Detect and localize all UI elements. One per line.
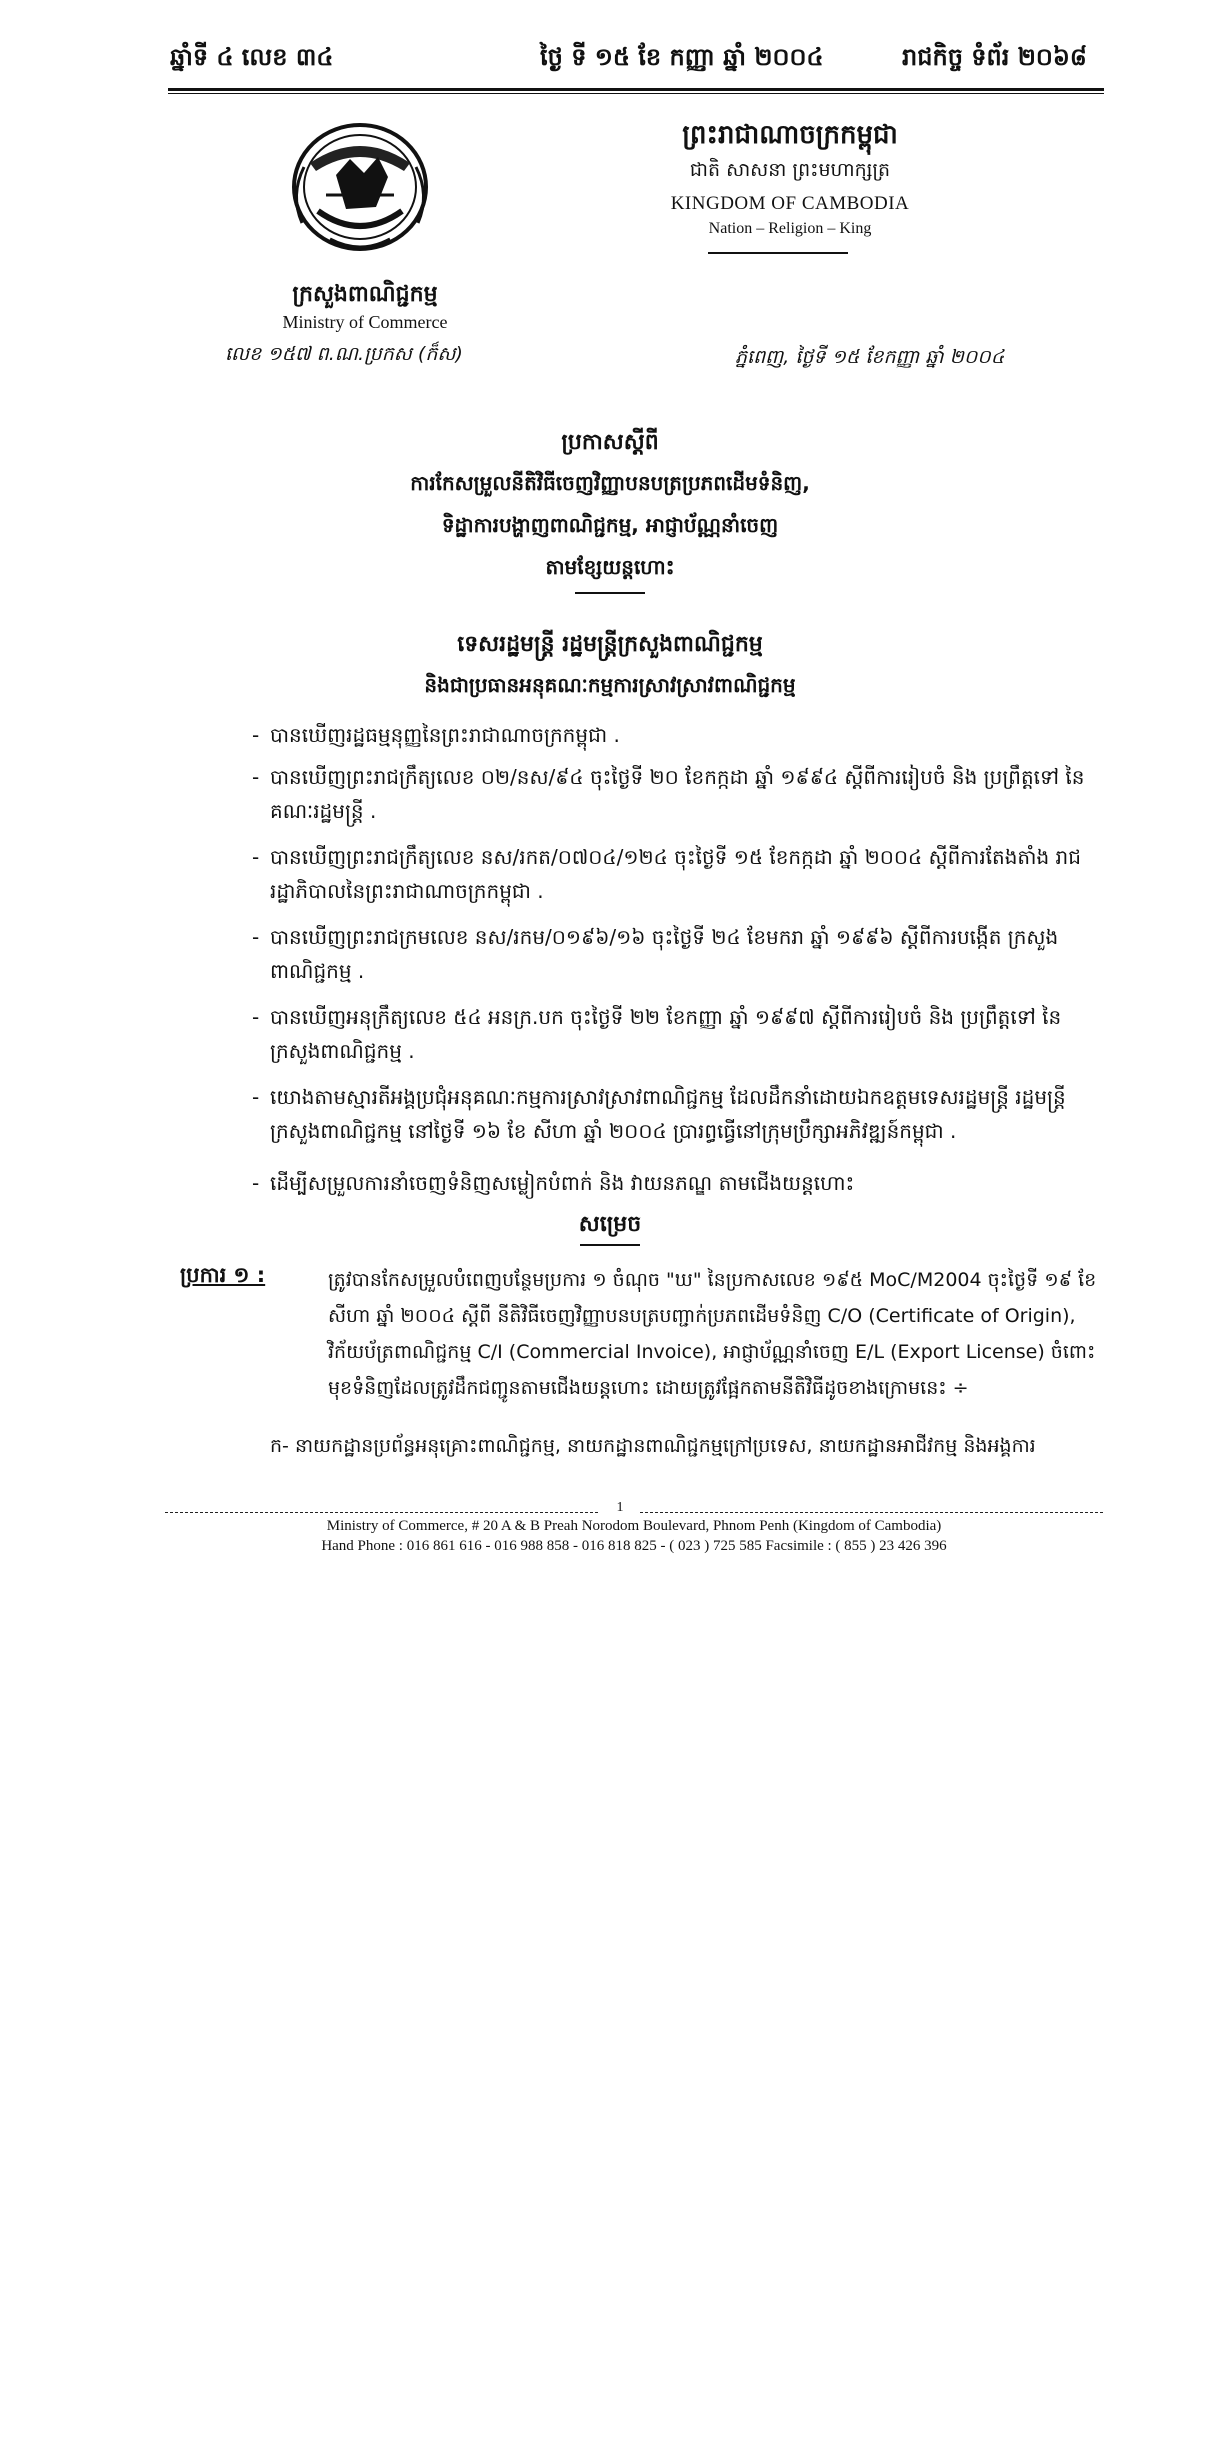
- preamble-item: - បានឃើញអនុក្រឹត្យលេខ ៥៤ អនក្រ.បក ចុះថ្ងៃទី ២២ ខែកញ្ញា ឆ្នាំ ១៩៩៧ ស្តីពីការរៀបចំ និង ប្រព្រឹត្តទៅ នៃក្រសួងពាណិជ្ជកម្ម .: [252, 1005, 1062, 1063]
- article-subitem: ក- នាយកដ្ឋានប្រព័ន្ធអនុគ្រោះពាណិជ្ជកម្ម, នាយកដ្ឋានពាណិជ្ជកម្មក្រៅប្រទេស, នាយកដ្ឋានអាជីវកម្ម និងអង្គការ: [270, 1435, 1036, 1457]
- title-line-1: ប្រកាសស្តីពី: [561, 430, 659, 455]
- page-number: 1: [600, 1500, 640, 1516]
- minister-subtitle: និងជាប្រធានអនុគណៈកម្មការស្រាវស្រាវពាណិជ្ជកម្ម: [424, 673, 796, 697]
- header-rule-thin: [168, 93, 1104, 94]
- kingdom-khmer: ព្រះរាជាណាចក្រកម្ពុជា: [682, 120, 898, 150]
- header-rule: [168, 88, 1104, 91]
- title-line-2: ការកែសម្រួលនីតិវិធីចេញវិញ្ញាបនបត្រប្រភពដើមទំនិញ,: [410, 471, 810, 495]
- decision-divider: [580, 1244, 640, 1246]
- footer-phones: Hand Phone : 016 861 616 - 016 988 858 - 016 818 825 - ( 023 ) 725 585 Facsimile : ( 855 ) 23 426 396: [321, 1538, 947, 1554]
- place-date: ភ្នំពេញ, ថ្ងៃទី ១៥ ខែកញ្ញា ឆ្នាំ ២០០៤: [735, 346, 1005, 368]
- preamble-item: - ដើម្បីសម្រួលការនាំចេញទំនិញសម្លៀកបំពាក់ និង វាយនភណ្ឌ តាមជើងយន្តហោះ: [252, 1171, 855, 1195]
- preamble-item: - បានឃើញព្រះរាជក្រឹត្យលេខ ០២/នស/៩៤ ចុះថ្ងៃទី ២០ ខែកក្កដា ឆ្នាំ ១៩៩៤ ស្តីពីការរៀបចំ និង ប្រព្រឹត្តទៅ នៃគណៈរដ្ឋមន្ត្រី .: [252, 765, 1085, 823]
- gazette-page: រាជកិច្ច ទំព័រ ២០៦៨: [902, 43, 1087, 71]
- ministry-emblem-icon: [280, 115, 440, 263]
- kingdom-motto-english: Nation – Religion – King: [708, 220, 872, 237]
- reference-number: លេខ ១៥៧ ព.ណ.ប្រកស (ក៏ស): [225, 343, 463, 365]
- ministry-khmer: ក្រសួងពាណិជ្ជកម្ម: [292, 282, 438, 307]
- kingdom-divider: [708, 252, 848, 254]
- article-text: ត្រូវបានកែសម្រួលបំពេញបន្ថែមប្រការ ១ ចំណុច "ឃ" នៃប្រកាសលេខ ១៩៥ MoC/M2004 ចុះថ្ងៃទី ១៩ ខែសីហា ឆ្នាំ ២០០៤ ស្តីពី នីតិវិធីចេញវិញ្ញាបនបត្របញ្ជាក់ប្រភពដើមទំនិញ C/O (Certificate of Origin), វិក័យប័ត្រពាណិជ្ជកម្ម C/I (Commercial Invoice), អាជ្ញាប័ណ្ណនាំចេញ E/L (Export License) ចំពោះមុខទំនិញដែលត្រូវដឹកជញ្ជូនតាមជើងយន្តហោះ ដោយត្រូវផ្អែកតាមនីតិវិធីដូចខាងក្រោមនេះ ÷: [328, 1269, 1097, 1399]
- kingdom-english: KINGDOM OF CAMBODIA: [670, 193, 910, 214]
- title-divider: [575, 592, 645, 594]
- ministry-english: Ministry of Commerce: [282, 312, 448, 332]
- preamble-item: - បានឃើញរដ្ឋធម្មនុញ្ញនៃព្រះរាជាណាចក្រកម្ពុជា .: [252, 723, 620, 747]
- footer-address: Ministry of Commerce, # 20 A & B Preah Norodom Boulevard, Phnom Penh (Kingdom of Cambodia): [326, 1518, 942, 1534]
- preamble-item: - បានឃើញព្រះរាជក្រមលេខ នស/រកម/០១៩៦/១៦ ចុះថ្ងៃទី ២៤ ខែមករា ឆ្នាំ ១៩៩៦ ស្តីពីការបង្កើត ក្រសួងពាណិជ្ជកម្ម .: [252, 925, 1059, 983]
- article-label: ប្រការ ១ :: [180, 1263, 266, 1287]
- title-line-3: ទិដ្ឋាការបង្ហាញពាណិជ្ជកម្ម, អាជ្ញាប័ណ្ណនាំចេញ: [441, 513, 779, 537]
- gazette-date: ថ្ងៃ ទី ១៥ ខែ កញ្ញា ឆ្នាំ ២០០៤: [540, 43, 824, 71]
- title-line-4: តាមខ្សែយន្តហោះ: [545, 555, 675, 579]
- decision-heading: សម្រេច: [578, 1212, 642, 1237]
- preamble-item: - បានឃើញព្រះរាជក្រឹត្យលេខ នស/រកត/០៧០៤/១២៤ ចុះថ្ងៃទី ១៥ ខែកក្កដា ឆ្នាំ ២០០៤ ស្តីពីការតែងតាំង រាជរដ្ឋាភិបាលនៃព្រះរាជាណាចក្រកម្ពុជា .: [252, 845, 1081, 903]
- kingdom-motto-khmer: ជាតិ សាសនា ព្រះមហាក្សត្រ: [689, 159, 891, 181]
- preamble-item: - យោងតាមស្មារតីអង្គប្រជុំអនុគណៈកម្មការស្រាវស្រាវពាណិជ្ជកម្ម ដែលដឹកនាំដោយឯកឧត្តមទេសរដ្ឋមន្ត្រី រដ្ឋមន្ត្រី ក្រសួងពាណិជ្ជកម្ម នៅថ្ងៃទី ១៦ ខែ សីហា ឆ្នាំ ២០០៤ ប្រារព្ធធ្វើនៅក្រុមប្រឹក្សាអភិវឌ្ឍន៍កម្ពុជា .: [252, 1085, 1066, 1143]
- gazette-year-issue: ឆ្នាំទី ៤ លេខ ៣៤: [170, 43, 334, 71]
- minister-title: ទេសរដ្ឋមន្ត្រី រដ្ឋមន្ត្រីក្រសួងពាណិជ្ជកម្ម: [457, 632, 763, 657]
